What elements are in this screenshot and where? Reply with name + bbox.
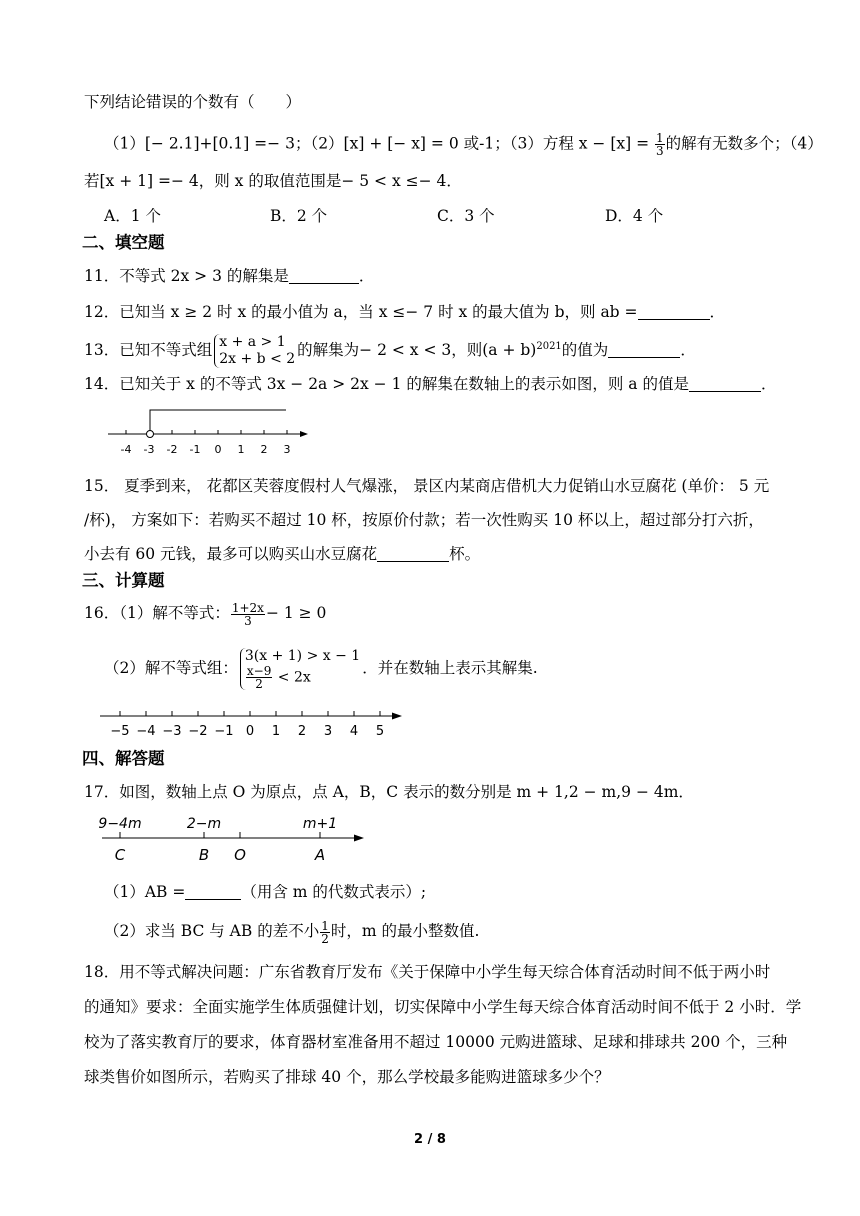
q17-label-b-value: 2−m	[186, 816, 222, 832]
q14-label-neg3: -3	[143, 443, 155, 456]
q14-number-line	[104, 404, 314, 460]
q11: 11．不等式 2x > 3 的解集是 ．	[84, 267, 375, 285]
q17-label-a-value: m+1	[302, 816, 338, 832]
q10-option-c: C．3 个	[437, 207, 495, 225]
q18-line1: 18．用不等式解决问题：广东省教育厅发布《关于保障中小学生每天综合体育活动时间不低于两小时	[84, 963, 771, 981]
q10-stem: 下列结论错误的个数有（ ）	[84, 93, 302, 111]
section-2-heading: 二、填空题	[82, 233, 165, 252]
q10-statements-line2: 若[x + 1] =− 4，则 x 的取值范围是− 5 < x ≤− 4．	[84, 172, 462, 190]
q13: 13．已知不等式组 x + a > 1 2x + b < 2 的解集为− 2 < x < 3，则$(a + b)^{2021}$的值为 ．	[84, 334, 696, 368]
q17-label-c-value: 9−4m	[98, 816, 142, 832]
section-4-heading: 四、解答题	[82, 749, 165, 768]
q17-point-a: A	[314, 846, 326, 864]
q15-line2: /杯)， 方案如下：若购买不超过 10 杯，按原价付款；若一次性购买 10 杯以上，超过部分打六折，	[84, 511, 764, 529]
q14: 14．已知关于 x 的不等式 3x − 2a > 2x − 1 的解集在数轴上的表示如图，则 a 的值是 ．	[84, 375, 777, 393]
q17-fraction: $\frac{1}{2}$	[321, 918, 329, 946]
q16-label-2: 2	[297, 724, 307, 739]
q17-part1: （1）AB = （用含 m 的代数式表示）;	[104, 883, 427, 901]
q11-answer-blank[interactable]	[289, 267, 359, 284]
q13-inequality-system: x + a > 1 2x + b < 2	[214, 334, 295, 368]
q16-label-neg5: −5	[110, 724, 130, 739]
q12-answer-blank[interactable]	[638, 303, 710, 320]
q15-line1: 15． 夏季到来， 花都区芙蓉度假村人气爆涨， 景区内某商店借机大力促销山水豆腐花 (单价： 5 元	[84, 477, 770, 495]
q16-label-neg2: −2	[188, 724, 208, 739]
q16-label-neg1: −1	[214, 724, 234, 739]
q16-label-1: 1	[271, 724, 281, 739]
q16-part1: 16．（1）解不等式： $\frac{1+2x}{3}$ − 1 ≥ 0	[84, 600, 327, 628]
q17-point-o: O	[234, 846, 246, 864]
q16-label-0: 0	[245, 724, 255, 739]
q17-answer-blank[interactable]	[185, 883, 241, 900]
q17-stem: 17．如图，数轴上点 O 为原点，点 A，B，C 表示的数分别是 m + 1,2 − m,9 − 4m．	[84, 783, 694, 801]
q16-part2: （2）解不等式组： 3(x + 1) > x − 1 $\frac{x-9}{2}$ < 2x ．并在数轴上表示其解集.	[104, 648, 538, 691]
q18-line4: 球类售价如图所示，若购买了排球 40 个，那么学校最多能购进篮球多少个？	[84, 1068, 610, 1086]
q18-line3: 校为了落实教育厅的要求，体育器材室准备用不超过 10000 元购进篮球、足球和排球共 200 个，三种	[84, 1033, 788, 1051]
q17-point-c: C	[114, 846, 126, 864]
q15-answer-blank[interactable]	[377, 545, 449, 562]
q16-label-4: 4	[349, 724, 359, 739]
page-number: 2 / 8	[414, 1132, 446, 1147]
q16-ticks	[120, 711, 380, 716]
q10-statements-line1: （1）[− 2.1]+[0.1] =− 3；（2）[x] + [− x] = 0 或-1；（3）方程 x − [x] = $\frac{1}{3}$ 的解有无数多个；（4）	[104, 131, 823, 158]
q16-label-neg3: −3	[162, 724, 182, 739]
q13-answer-blank[interactable]	[608, 341, 680, 358]
q14-label-3: 3	[283, 443, 291, 456]
q15-line3: 小去有 60 元钱，最多可以购买山水豆腐花 杯。	[84, 545, 481, 563]
q14-label-neg4: -4	[120, 443, 132, 456]
q10-fraction: $\frac{1}{3}$	[656, 131, 664, 158]
q14-label-0: 0	[214, 443, 222, 456]
q18-line2: 的通知》要求：全面实施学生体质强健计划，切实保障中小学生每天综合体育活动时间不低于 2 小时．学	[84, 998, 802, 1016]
q10-option-b: B．2 个	[270, 207, 328, 225]
q14-label-neg2: -2	[166, 443, 178, 456]
q16-label-3: 3	[323, 724, 333, 739]
q14-label-neg1: -1	[189, 443, 201, 456]
q16-fraction: $\frac{1+2x}{3}$	[231, 600, 264, 628]
q14-label-1: 1	[237, 443, 245, 456]
q10-option-a: A．1 个	[104, 207, 161, 225]
q16-label-neg4: −4	[136, 724, 156, 739]
q17-number-line-figure	[98, 810, 368, 866]
q16-inequality-system: 3(x + 1) > x − 1 $\frac{x-9}{2}$ < 2x	[240, 648, 360, 690]
q14-answer-blank[interactable]	[689, 375, 761, 392]
q10-option-d: D．4 个	[605, 207, 664, 225]
q17-point-b: B	[198, 846, 210, 864]
section-3-heading: 三、计算题	[82, 571, 165, 590]
q16-label-5: 5	[375, 724, 385, 739]
q17-part2: （2）求当 BC 与 AB 的差不小 $\frac{1}{2}$ 时，m 的最小整数值.	[104, 918, 480, 946]
q14-label-2: 2	[260, 443, 268, 456]
q12: 12．已知当 x ≥ 2 时 x 的最小值为 a，当 x ≤− 7 时 x 的最大值为 b，则 ab = ．	[84, 303, 726, 321]
q16-number-line	[96, 704, 408, 740]
